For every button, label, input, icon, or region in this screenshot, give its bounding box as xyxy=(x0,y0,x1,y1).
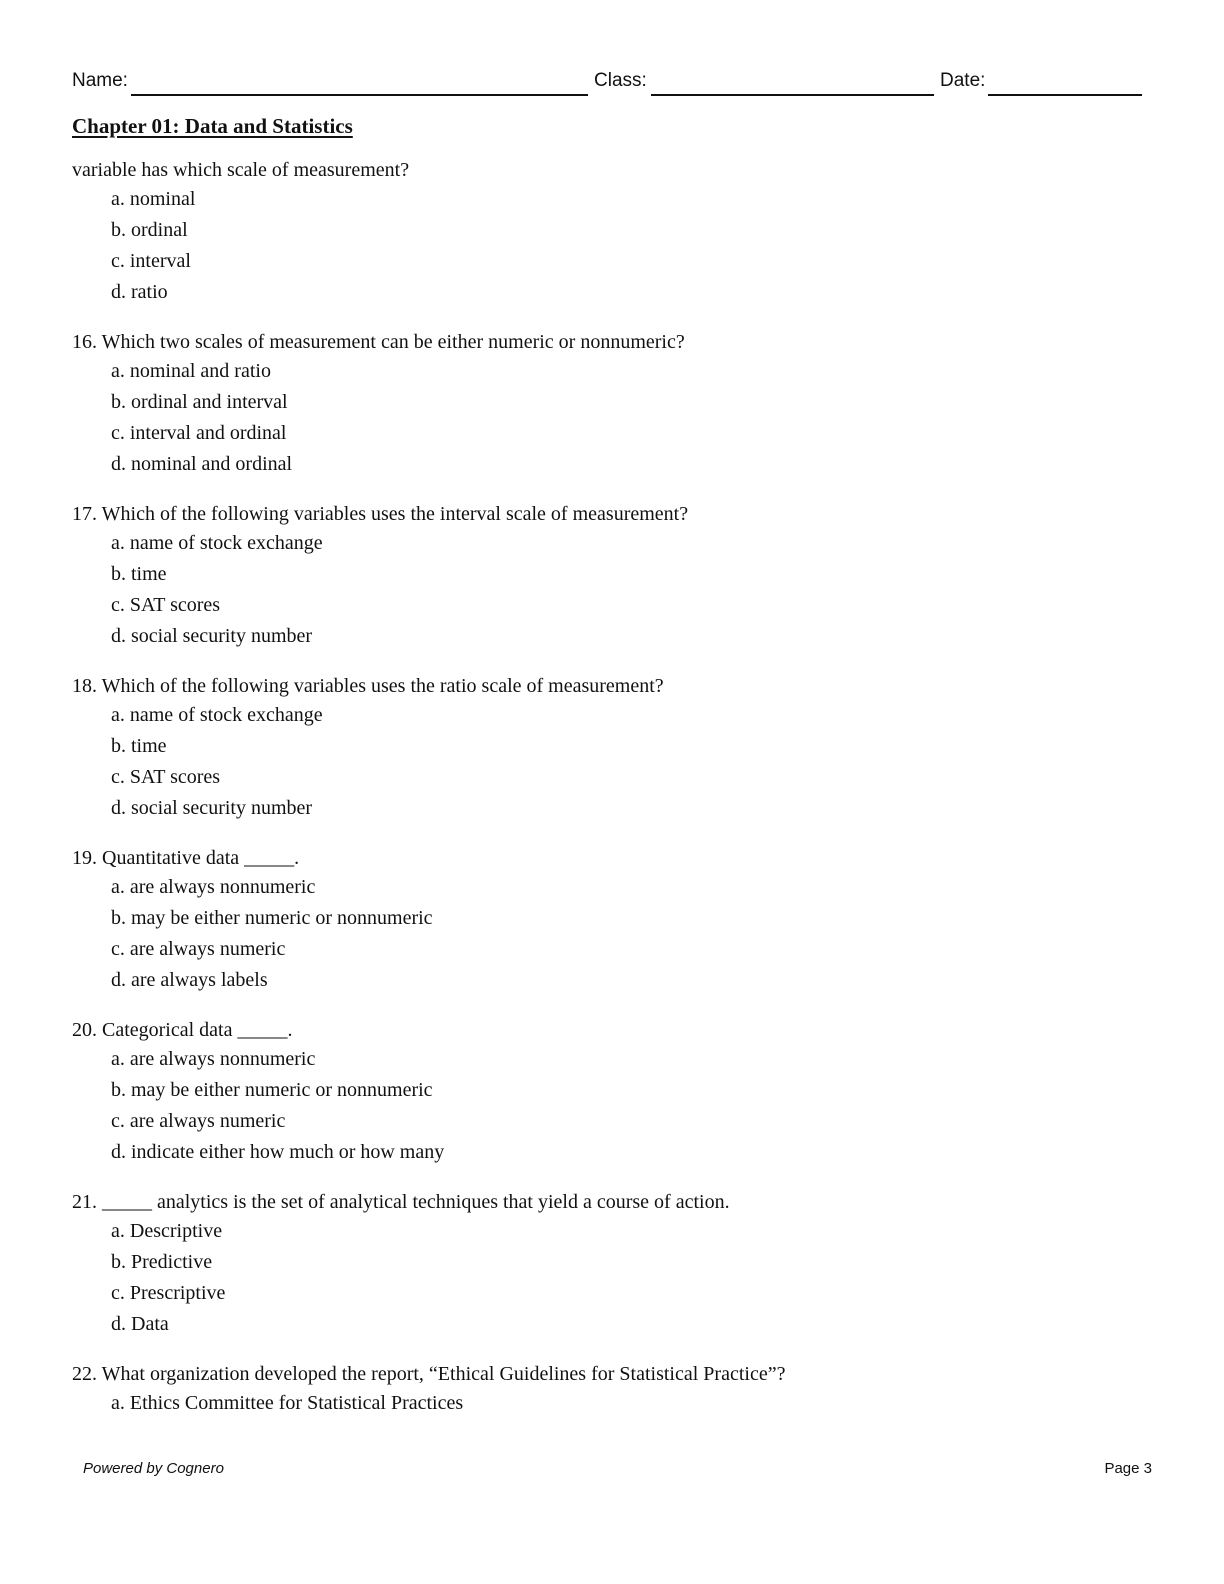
answer-option: b. time xyxy=(111,735,167,757)
powered-by-text: Powered by Cognero xyxy=(83,1460,224,1477)
question-list xyxy=(72,156,1152,1439)
class-field-line xyxy=(651,94,934,96)
name-label: Name: xyxy=(72,70,128,91)
class-label: Class: xyxy=(594,70,647,91)
answer-options xyxy=(72,1388,1152,1419)
date-field-line xyxy=(988,94,1142,96)
question xyxy=(72,156,1152,308)
answer-option: a. are always nonnumeric xyxy=(111,1048,316,1070)
question-stem: 19. Quantitative data _____. xyxy=(72,847,300,869)
question-stem: 20. Categorical data _____. xyxy=(72,1019,293,1041)
question xyxy=(72,1188,1152,1340)
question-stem: 21. _____ analytics is the set of analytical techniques that yield a course of action. xyxy=(72,1191,730,1213)
answer-options xyxy=(72,528,1152,652)
answer-option: d. are always labels xyxy=(111,969,268,991)
answer-option: b. ordinal xyxy=(111,219,188,241)
answer-option: d. social security number xyxy=(111,797,313,819)
answer-option: d. social security number xyxy=(111,625,313,647)
answer-options xyxy=(72,872,1152,996)
answer-option: d. Data xyxy=(111,1313,169,1335)
answer-option: c. are always numeric xyxy=(111,1110,286,1132)
answer-option: c. SAT scores xyxy=(111,766,221,788)
answer-option: d. nominal and ordinal xyxy=(111,453,293,475)
answer-options xyxy=(72,1216,1152,1340)
question xyxy=(72,500,1152,652)
answer-option: a. Descriptive xyxy=(111,1220,223,1242)
answer-option: b. may be either numeric or nonnumeric xyxy=(111,907,433,929)
page-number: Page 3 xyxy=(1104,1460,1152,1477)
question-stem: 17. Which of the following variables uses the interval scale of measurement? xyxy=(72,503,689,525)
answer-option: b. time xyxy=(111,563,167,585)
answer-option: a. nominal and ratio xyxy=(111,360,271,382)
answer-option: a. name of stock exchange xyxy=(111,704,323,726)
answer-option: c. interval and ordinal xyxy=(111,422,287,444)
answer-options xyxy=(72,184,1152,308)
answer-option: a. Ethics Committee for Statistical Practices xyxy=(111,1392,464,1414)
question-stem: variable has which scale of measurement? xyxy=(72,159,410,181)
question xyxy=(72,328,1152,480)
answer-options xyxy=(72,1044,1152,1168)
date-label: Date: xyxy=(940,70,986,91)
answer-option: b. may be either numeric or nonnumeric xyxy=(111,1079,433,1101)
answer-options xyxy=(72,356,1152,480)
question xyxy=(72,672,1152,824)
answer-option: c. are always numeric xyxy=(111,938,286,960)
answer-option: b. Predictive xyxy=(111,1251,213,1273)
question xyxy=(72,1016,1152,1168)
chapter-title: Chapter 01: Data and Statistics xyxy=(72,114,353,138)
answer-option: d. indicate either how much or how many xyxy=(111,1141,445,1163)
answer-options xyxy=(72,700,1152,824)
question-stem: 18. Which of the following variables uses the ratio scale of measurement? xyxy=(72,675,664,697)
answer-option: d. ratio xyxy=(111,281,168,303)
answer-option: a. are always nonnumeric xyxy=(111,876,316,898)
answer-option: b. ordinal and interval xyxy=(111,391,288,413)
name-field-line xyxy=(131,94,588,96)
question-stem: 16. Which two scales of measurement can be either numeric or nonnumeric? xyxy=(72,331,685,353)
answer-option: c. SAT scores xyxy=(111,594,221,616)
answer-option: c. Prescriptive xyxy=(111,1282,226,1304)
question xyxy=(72,1360,1152,1419)
answer-option: a. nominal xyxy=(111,188,196,210)
answer-option: a. name of stock exchange xyxy=(111,532,323,554)
answer-option: c. interval xyxy=(111,250,191,272)
question xyxy=(72,844,1152,996)
question-stem: 22. What organization developed the report, “Ethical Guidelines for Statistical Practice”? xyxy=(72,1363,786,1385)
